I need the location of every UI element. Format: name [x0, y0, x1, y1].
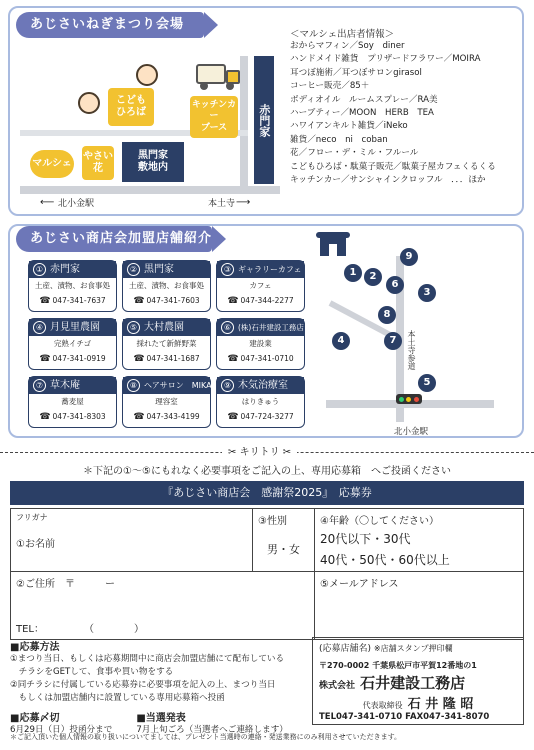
shop-number: ⑦ — [33, 379, 46, 392]
entry-form — [10, 508, 524, 640]
gender-cell[interactable] — [253, 509, 315, 572]
shop-card — [216, 260, 326, 312]
temple-icon — [316, 228, 350, 258]
shop-desc: 採れたて新鮮野菜 — [136, 339, 197, 348]
cut-label: キリトリ — [239, 447, 280, 458]
map-marker: 6 — [386, 276, 404, 294]
kuromon-building: 黒門家 敷地内 — [122, 142, 184, 182]
shop-desc: 土産、漬物、お食事処 — [35, 281, 110, 290]
map-temple-label: 本土寺 — [208, 199, 236, 209]
shop-number: ⑥ — [221, 321, 234, 334]
arrow-right-icon: ⟶ — [236, 197, 251, 208]
shop-number: ⑨ — [221, 379, 234, 392]
store-label: (応募店舗名) — [319, 644, 372, 654]
how-to-line: チラシをGETして、食事や買い物をする — [10, 667, 174, 677]
shops-map-station-label: 北小金駅 — [394, 427, 429, 437]
vendor-item: こどもひろば・駄菓子販売／駄菓子屋カフェくるくる — [290, 161, 496, 172]
deadline-title: ■応募〆切 — [10, 713, 60, 724]
store-note: ※店舗スタンプ押印欄 — [373, 644, 453, 653]
map-road-vertical — [240, 56, 248, 194]
shop-name: 月見里農園 — [50, 322, 100, 333]
announce-text: 7月上旬ごろ（当選者へご連絡します） — [136, 725, 288, 735]
deadline-text: 6月29日（日）投函分まで — [10, 725, 113, 735]
vendor-item: 耳つぼ施術／耳つぼサロンgirasol — [290, 67, 422, 78]
furigana-label: フリガナ — [16, 513, 48, 522]
scissors-icon: ✂ — [228, 447, 237, 458]
shop-card — [28, 376, 117, 428]
vendors-title: ＜マルシェ出店者情報＞ — [290, 29, 395, 40]
shop-number: ④ — [33, 321, 46, 334]
vendor-item: ボディオイル ルームスプレー／RA美 — [290, 94, 438, 105]
shop-number: ⑧ — [127, 379, 140, 392]
shop-name: 草木庵 — [50, 380, 80, 391]
map-marker: 7 — [384, 332, 402, 350]
map-section-title: あじさいねぎまつり会場MAP — [16, 12, 204, 38]
map-marker: 1 — [344, 264, 362, 282]
shop-name: ヘアサロン MIKA — [144, 381, 212, 390]
shop-desc: 建設業 — [249, 339, 272, 348]
shop-tel: ☎ 047-724-3277 — [217, 408, 304, 426]
kitchen-car-booth: キッチンカー ブース — [190, 96, 238, 138]
shop-desc: はりきゅう — [241, 397, 280, 406]
vendor-item: 花／フロー・デ・ミル・フルール — [290, 148, 419, 159]
marche-area: マルシェ — [30, 150, 74, 178]
shop-name: 木気治療室 — [238, 380, 288, 391]
shop-name: ギャラリーカフェ ヘラ — [238, 265, 326, 274]
shop-tel: ☎ 047-341-7603 — [123, 292, 210, 310]
email-cell[interactable] — [315, 572, 524, 640]
rep-name: 石 井 隆 昭 — [407, 697, 474, 712]
address-cell[interactable] — [11, 572, 315, 640]
store-stamp-box — [312, 637, 524, 725]
shop-name: (株)石井建設工務店 — [238, 323, 304, 332]
shop-number: ② — [127, 263, 140, 276]
footer-note: ＊ご記入頂いた個人情報の取り扱いについてましては、プレゼント当選時の連絡・発送業務にのみ利用させていただきます。 — [10, 733, 402, 741]
shop-tel: ☎ 047-341-7637 — [29, 292, 116, 310]
shop-card — [122, 318, 211, 370]
child-icon-2 — [136, 64, 158, 86]
shop-tel: ☎ 047-341-8303 — [29, 408, 116, 426]
map-marker: 9 — [400, 248, 418, 266]
shop-desc: 理容室 — [155, 397, 178, 406]
vendor-item: おからマフィン／Soy diner — [290, 41, 405, 51]
shop-desc: 完熟イチゴ — [53, 339, 92, 348]
shop-card — [28, 260, 117, 312]
map-marker: 4 — [332, 332, 350, 350]
form-title: 『あじさい商店会 感謝祭2025』 応募券 — [162, 486, 372, 499]
kitchen-car-icon — [196, 64, 240, 90]
vendor-item: 雑貨／neco ni coban — [290, 134, 388, 145]
address-label: ②ご住所 〒 ー — [16, 579, 115, 590]
shop-number: ③ — [221, 263, 234, 276]
email-label: ⑤メールアドレス — [320, 579, 399, 590]
how-to-line: ②同チラシに付属している応募券に必要事項を記入の上、まつり当日 — [10, 680, 276, 690]
shop-card — [216, 376, 305, 428]
shop-desc: 蕎麦屋 — [61, 397, 84, 406]
how-to-title: ■応募方法 — [10, 642, 60, 653]
vendor-item: ハーブティー／MOON HERB TEA — [290, 108, 434, 119]
shop-number: ① — [33, 263, 46, 276]
announce-title: ■当選発表 — [136, 713, 186, 724]
instruction-text: ＊下記の①～⑤にもれなく必要事項をご記入の上、専用応募箱 へご投函ください — [83, 466, 451, 477]
shop-tel: ☎ 047-341-0919 — [29, 350, 116, 368]
scissors-icon: ✂ — [282, 447, 292, 458]
map-marker: 5 — [418, 374, 436, 392]
age-row-2[interactable]: 40代・50代・60代以上 — [320, 553, 450, 567]
shop-tel: ☎ 047-343-4199 — [123, 408, 210, 426]
cut-label-wrap — [222, 443, 297, 458]
rep-label: 代表取締役 — [362, 701, 403, 710]
shop-tel: ☎ 047-341-1687 — [123, 350, 210, 368]
yasai-area: やさい 花 — [82, 146, 114, 180]
vendor-item: コーヒー販売／85＋ — [290, 81, 370, 92]
road-label: 本土寺参道 — [407, 330, 416, 370]
shop-card — [122, 260, 211, 312]
vendor-list — [290, 40, 520, 187]
traffic-light-icon — [396, 394, 422, 404]
how-to-line: ①まつり当日、もしくは応募期間中に商店会加盟店舗にて配布している — [10, 654, 285, 664]
shop-tel: ☎ 047-341-0710 — [217, 350, 304, 368]
vendor-item: ハンドメイド雑貨 プリザードフラワー／MOIRA — [290, 54, 481, 65]
company-telfax: TEL047-341-0710 FAX047-341-8070 — [319, 712, 490, 722]
form-title-bar — [10, 481, 524, 505]
gender-label: ③性別 — [258, 516, 287, 527]
company-prefix: 株式会社 — [319, 681, 356, 691]
company-postal: 〒270-0002 千葉県松戸市平賀12番地の1 — [319, 661, 477, 670]
map-marker: 3 — [418, 284, 436, 302]
arrow-left-icon: ⟵ — [40, 197, 55, 208]
age-label: ④年齢（〇してください） — [320, 516, 439, 527]
map-station-label: 北小金駅 — [58, 199, 95, 209]
shop-card — [216, 318, 305, 370]
shop-name: 黒門家 — [144, 264, 174, 275]
vendor-item: キッチンカー／サンシャインクロッフル ．．．ほか — [290, 175, 486, 186]
map-marker: 2 — [364, 268, 382, 286]
shops-section-title: あじさい商店会加盟店舗紹介 — [16, 226, 212, 252]
map-marker: 8 — [378, 306, 396, 324]
how-to-section — [10, 638, 306, 737]
shop-desc: 土産、漬物、お食事処 — [129, 281, 204, 290]
shop-card — [122, 376, 211, 428]
name-label: ①お名前 — [16, 539, 55, 550]
age-cell[interactable] — [315, 509, 524, 572]
shop-name: 大村農園 — [144, 322, 184, 333]
name-cell[interactable] — [11, 509, 253, 572]
vendor-item: ハワイアンキルト雑貨／iNeko — [290, 121, 408, 132]
tel-label: TEL： （ ） — [16, 624, 144, 635]
age-row-1[interactable]: 20代以下・30代 — [320, 532, 411, 546]
child-icon-1 — [78, 92, 100, 114]
akamon-building: 赤門家 — [254, 56, 274, 184]
kodomo-area: こども ひろば — [108, 88, 154, 126]
gender-options[interactable]: 男・女 — [267, 543, 300, 556]
shop-card — [28, 318, 117, 370]
shop-desc: カフェ — [249, 281, 272, 290]
how-to-line: もしくは加盟店舗内に設置している専用応募箱へ投函 — [10, 693, 225, 703]
shop-number: ⑤ — [127, 321, 140, 334]
shop-name: 赤門家 — [50, 264, 80, 275]
shop-tel: ☎ 047-344-2277 — [217, 292, 304, 310]
company-name: 石井建設工務店 — [360, 674, 466, 692]
